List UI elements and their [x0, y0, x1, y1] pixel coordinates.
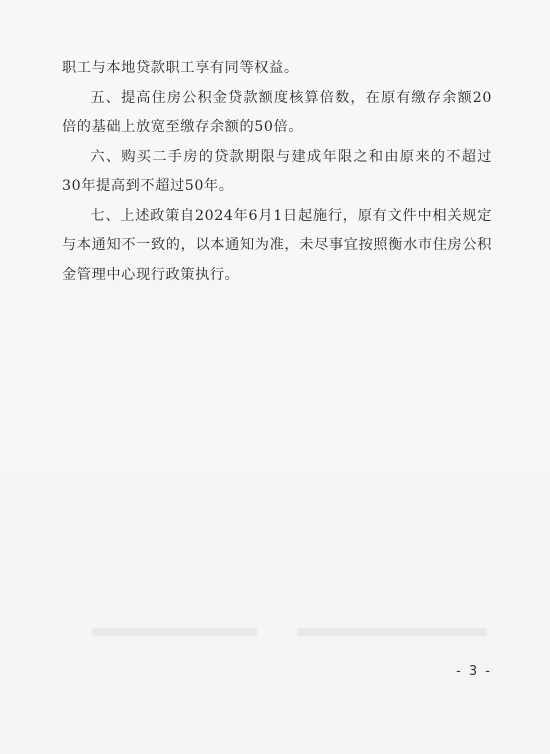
- faint-show-through-text: [92, 628, 487, 638]
- faint-show-through-right: [297, 628, 487, 636]
- paragraph-continuation: 职工与本地贷款职工享有同等权益。: [62, 60, 299, 76]
- body-text: [62, 54, 492, 290]
- page-number: - 3 -: [456, 664, 492, 679]
- paragraph-item-5: 五、提高住房公积金贷款额度核算倍数，在原有缴存余额20倍的基础上放宽至缴存余额的50倍。: [62, 89, 492, 135]
- paragraph-item-7: 七、上述政策自2024年6月1日起施行，原有文件中相关规定与本通知不一致的，以本通知为准，未尽事宜按照衡水市住房公积金管理中心现行政策执行。: [62, 207, 492, 283]
- paragraph-item-6: 六、购买二手房的贷款期限与建成年限之和由原来的不超过30年提高到不超过50年。: [62, 148, 492, 194]
- faint-show-through-left: [92, 628, 257, 636]
